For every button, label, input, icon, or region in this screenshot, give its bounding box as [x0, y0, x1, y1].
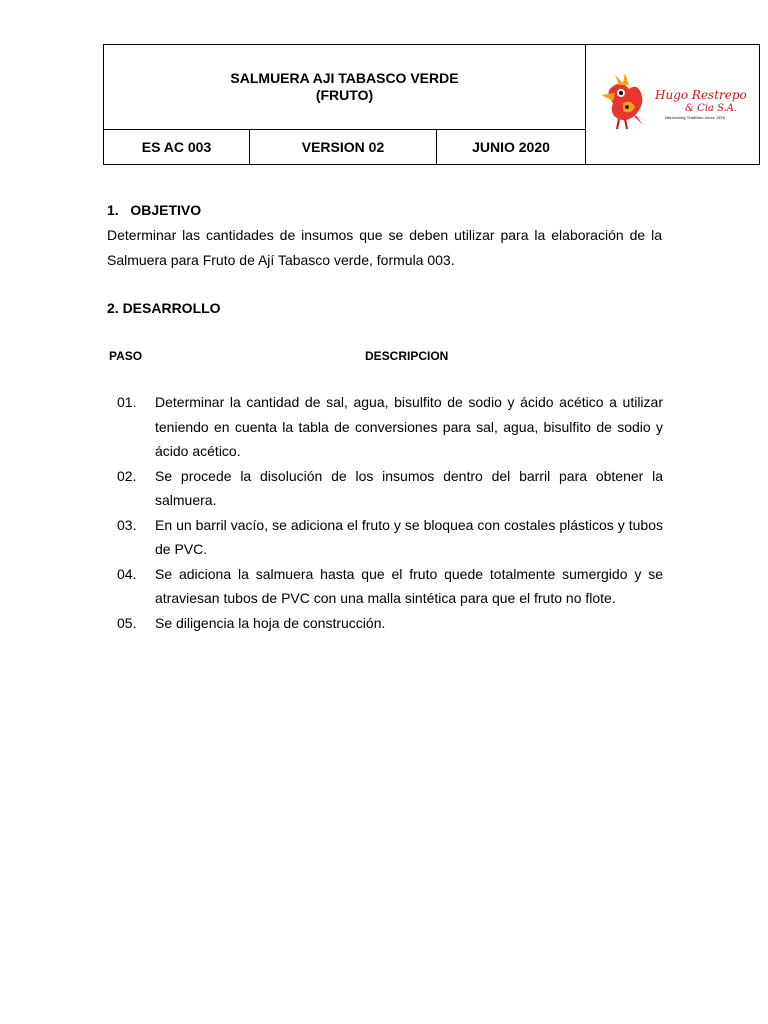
desarrollo-heading: 2. DESARROLLO — [107, 300, 221, 316]
descripcion-column-header: DESCRIPCION — [365, 349, 449, 363]
logo-cell — [586, 45, 760, 165]
objetivo-text: Determinar las cantidades de insumos que se deben utilizar para la elaboración de la Salmuera para Fruto de Ají Tabasco verde, formula 003. — [107, 227, 662, 268]
logo-tagline: Harvesting Tradition since 1976 — [664, 114, 725, 120]
document-version: VERSION 02 — [250, 130, 437, 165]
objetivo-heading: 1. OBJETIVO — [107, 202, 202, 218]
document-code: ES AC 003 — [104, 130, 250, 165]
document-header-table — [103, 44, 760, 165]
step-description: Se adiciona la salmuera hasta que el fruto quede totalmente sumergido y se atraviesan tubos de PVC con una malla sintética para que el fruto no flote. — [155, 565, 663, 606]
step-description: Se procede la disolución de los insumos dentro del barril para obtener la salmuera. — [155, 467, 663, 508]
step-number: 03. — [117, 516, 137, 533]
logo-name-line2: & Cia S.A. — [684, 102, 737, 114]
steps-list — [107, 390, 663, 635]
document-title-cell — [104, 45, 586, 130]
step-description: En un barril vacío, se adiciona el fruto y se bloquea con costales plásticos y tubos de PVC. — [155, 516, 663, 557]
list-item — [107, 464, 663, 513]
list-item — [107, 611, 663, 636]
list-item — [107, 562, 663, 611]
document-subtitle: (FRUTO) — [315, 87, 374, 103]
document-date: JUNIO 2020 — [437, 130, 586, 165]
step-description: Determinar la cantidad de sal, agua, bisulfito de sodio y ácido acético a utilizar teniendo en cuenta la tabla de conversiones para sal, agua, bisulfito de sodio y ácido acético. — [155, 394, 663, 459]
document-title: SALMUERA AJI TABASCO VERDE — [230, 70, 459, 86]
list-item — [107, 390, 663, 464]
bird-logo-icon — [593, 73, 753, 137]
logo-name-line1: Hugo Restrepo — [654, 87, 747, 102]
step-description: Se diligencia la hoja de construcción. — [155, 614, 386, 631]
step-number: 01. — [117, 394, 137, 410]
step-number: 05. — [117, 614, 137, 631]
list-item — [107, 513, 663, 562]
step-number: 04. — [117, 565, 137, 582]
paso-column-header: PASO — [109, 349, 143, 363]
step-number: 02. — [117, 467, 137, 484]
